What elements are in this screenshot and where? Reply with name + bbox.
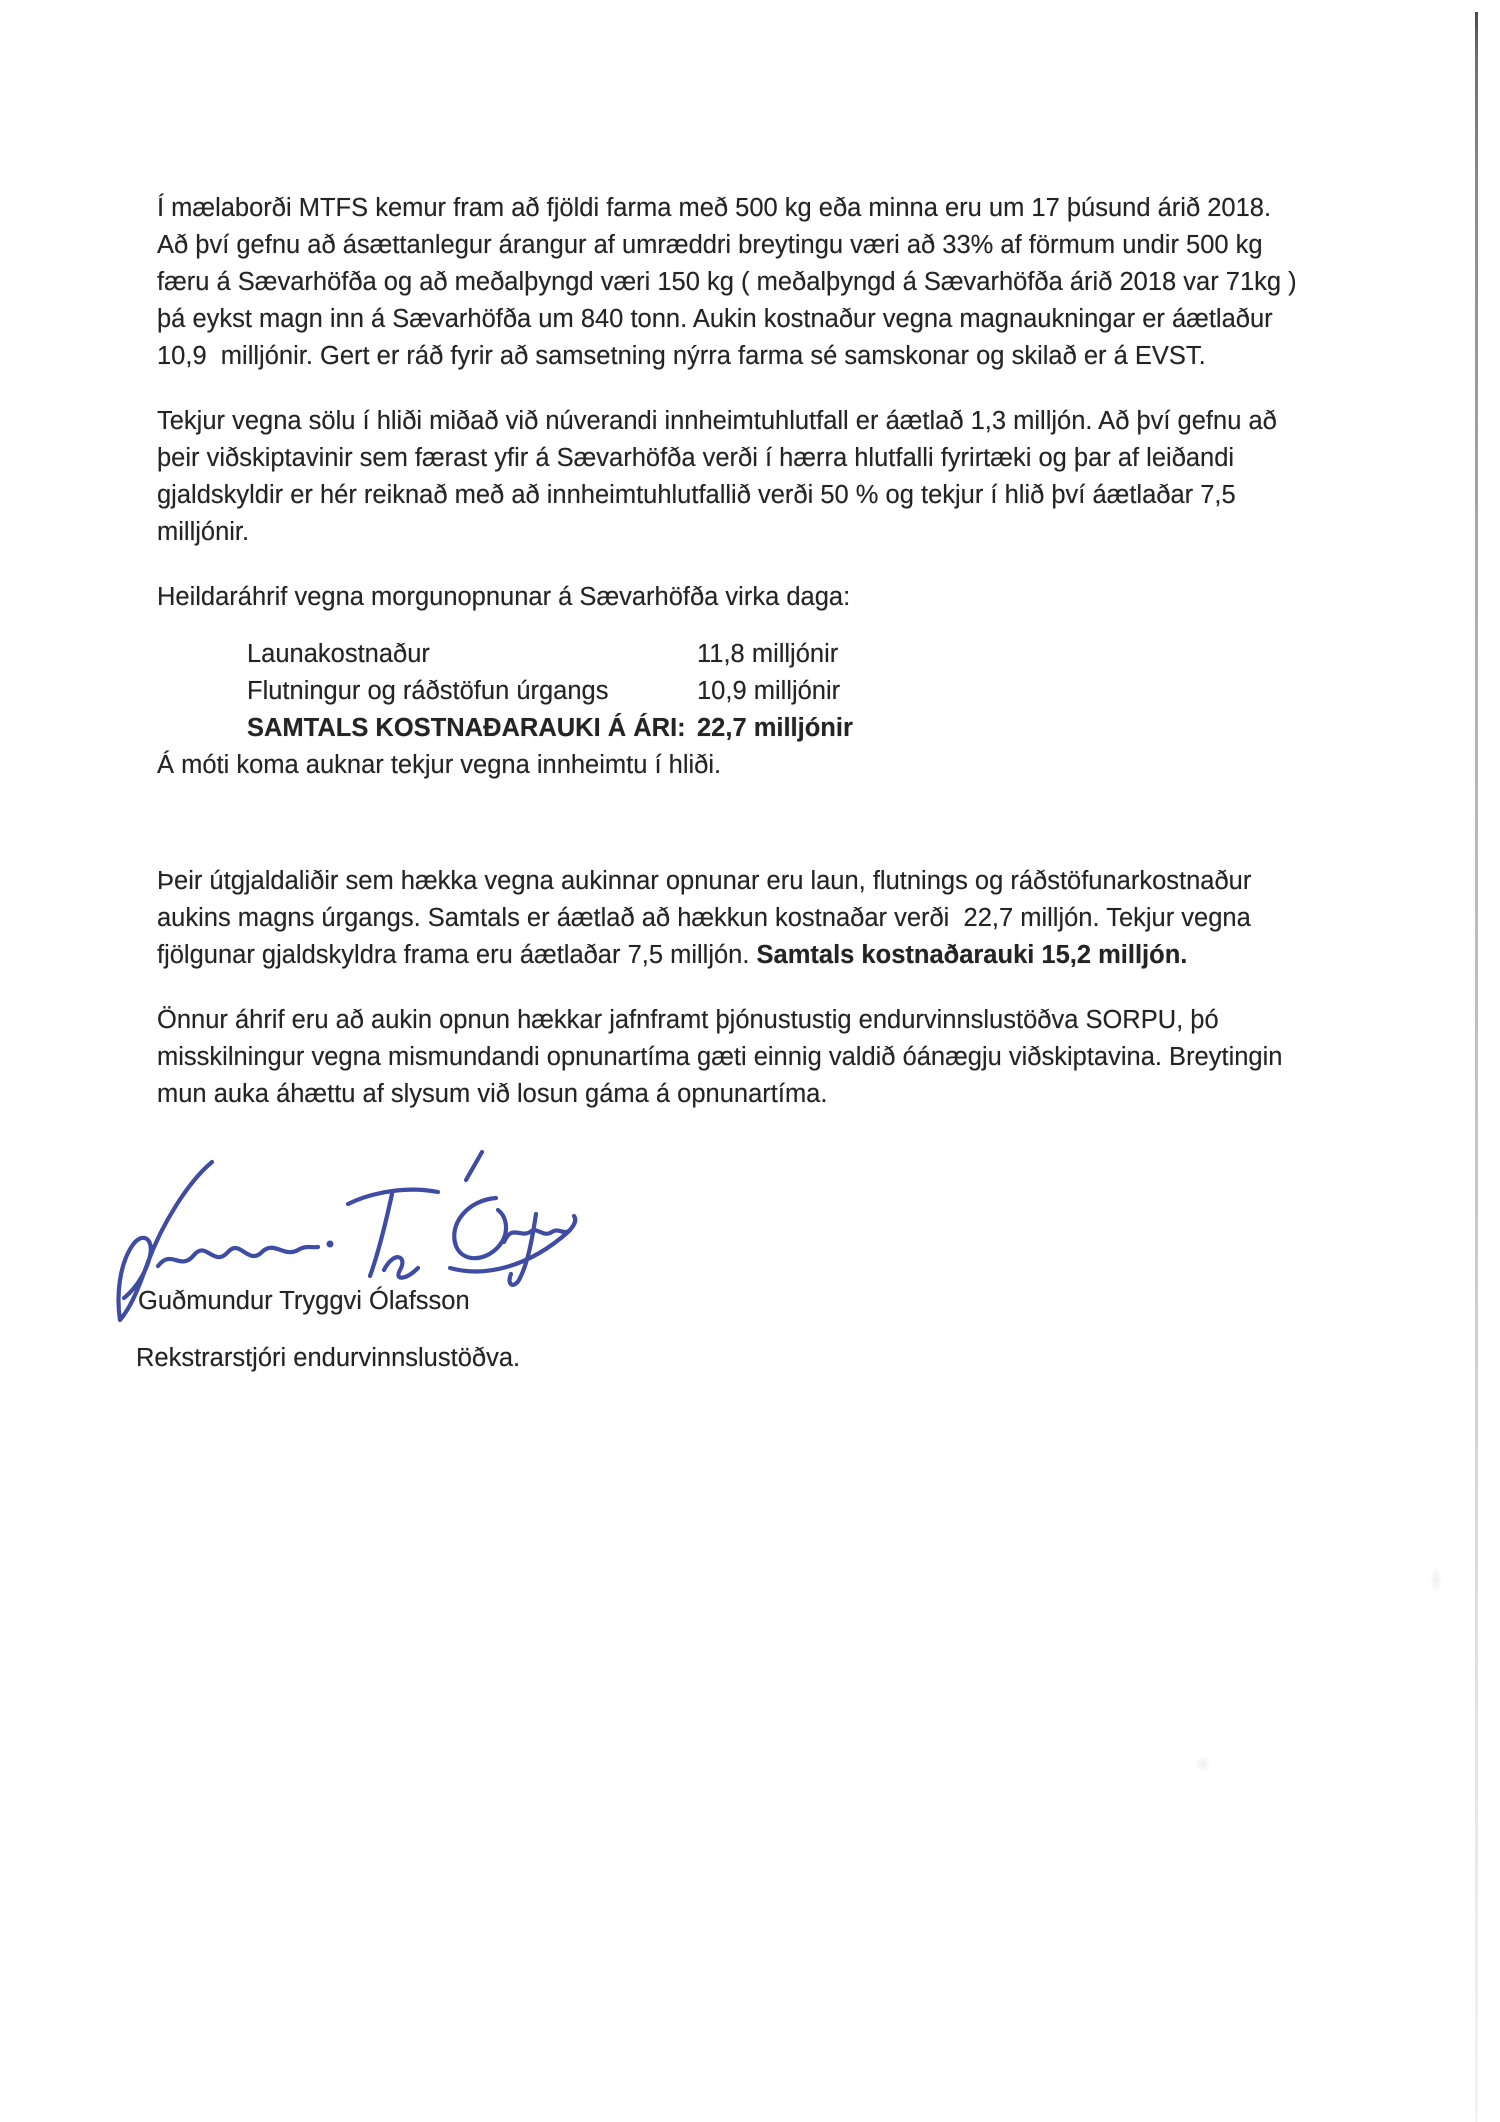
cost-value: 10,9 milljónir — [697, 677, 841, 705]
lastline-bold: Samtals kostnaðarauki 15,2 milljón. — [756, 941, 1188, 969]
cost-label: Flutningur og ráðstöfun úrgangs — [247, 677, 609, 705]
signatory-title: Rekstrarstjóri endurvinnslustöðva. — [136, 1344, 521, 1372]
signatory-name: Guðmundur Tryggvi Ólafsson — [138, 1287, 470, 1315]
scan-speck — [1195, 1755, 1211, 1773]
paragraph-tekjur: Tekjur vegna sölu í hliði miðað við núverandi innheimtuhlutfall er áætlað 1,3 milljón. Að því gefnu að þeir viðskiptavinir sem færast yfir á Sævarhöfða verði í hærra hlutfalli fyrirtæki og þar af leiðandi gjaldskyldir er hér reiknað með að innheimtuhlutfallið verði 50 % og tekjur í hlið því áætlaðar 7,5 milljónir. — [157, 407, 1277, 546]
lastline-regular: fjölgunar gjaldskyldra frama eru áætlaðar 7,5 milljón. — [157, 941, 757, 969]
section-heading: Heildaráhrif vegna morgunopnunar á Sævarhöfða virka daga: — [157, 583, 851, 611]
scan-speck — [1430, 1566, 1442, 1594]
paragraph-onnur-ahrif: Önnur áhrif eru að aukin opnun hækkar jafnframt þjónustustig endurvinnslustöðva SORPU, þó misskilningur vegna mismundandi opnunartíma gæti einnig valdið óánægju viðskiptavina. Breytingin mun auka áhættu af slysum við losun gáma á opnunartíma. — [157, 1006, 1283, 1108]
table-row — [157, 636, 1367, 673]
table-row-total — [157, 710, 1367, 747]
scan-edge-line — [1475, 12, 1478, 2122]
paragraph-utgjold — [157, 863, 1367, 974]
cost-table — [157, 636, 1367, 747]
cost-value: 11,8 milljónir — [697, 640, 839, 668]
table-row — [157, 673, 1367, 710]
cost-label: Launakostnaður — [247, 640, 430, 668]
paragraph-utgjold-lines: Þeir útgjaldaliðir sem hækka vegna aukinnar opnunar eru laun, flutnings og ráðstöfunarkostnaður aukins magns úrgangs. Samtals er áætlað að hækkun kostnaðar verði 22,7 milljón. Tekjur vegna — [157, 867, 1252, 932]
table-note: Á móti koma auknar tekjur vegna innheimtu í hliði. — [157, 751, 722, 779]
paragraph-mtfs: Í mælaborði MTFS kemur fram að fjöldi farma með 500 kg eða minna eru um 17 þúsund árið 2018. Að því gefnu að ásættanlegur árangur af umræddri breytingu væri að 33% af förmum undir 500 kg færu á Sævarhöfða og að meðalþyngd væri 150 kg ( meðalþyngd á Sævarhöfða árið 2018 var 71kg ) þá eykst magn inn á Sævarhöfða um 840 tonn. Aukin kostnaður vegna magnaukningar er áætlaður 10,9 milljónir. Gert er ráð fyrir að samsetning nýrra farma sé samskonar og skilað er á EVST. — [157, 194, 1297, 370]
cost-label: SAMTALS KOSTNAÐARAUKI Á ÁRI: — [247, 714, 686, 742]
paragraph-utgjold-lastline — [157, 937, 1367, 974]
signature-block — [136, 1148, 1367, 1388]
document-body — [136, 190, 1367, 1388]
cost-value: 22,7 milljónir — [697, 714, 853, 742]
